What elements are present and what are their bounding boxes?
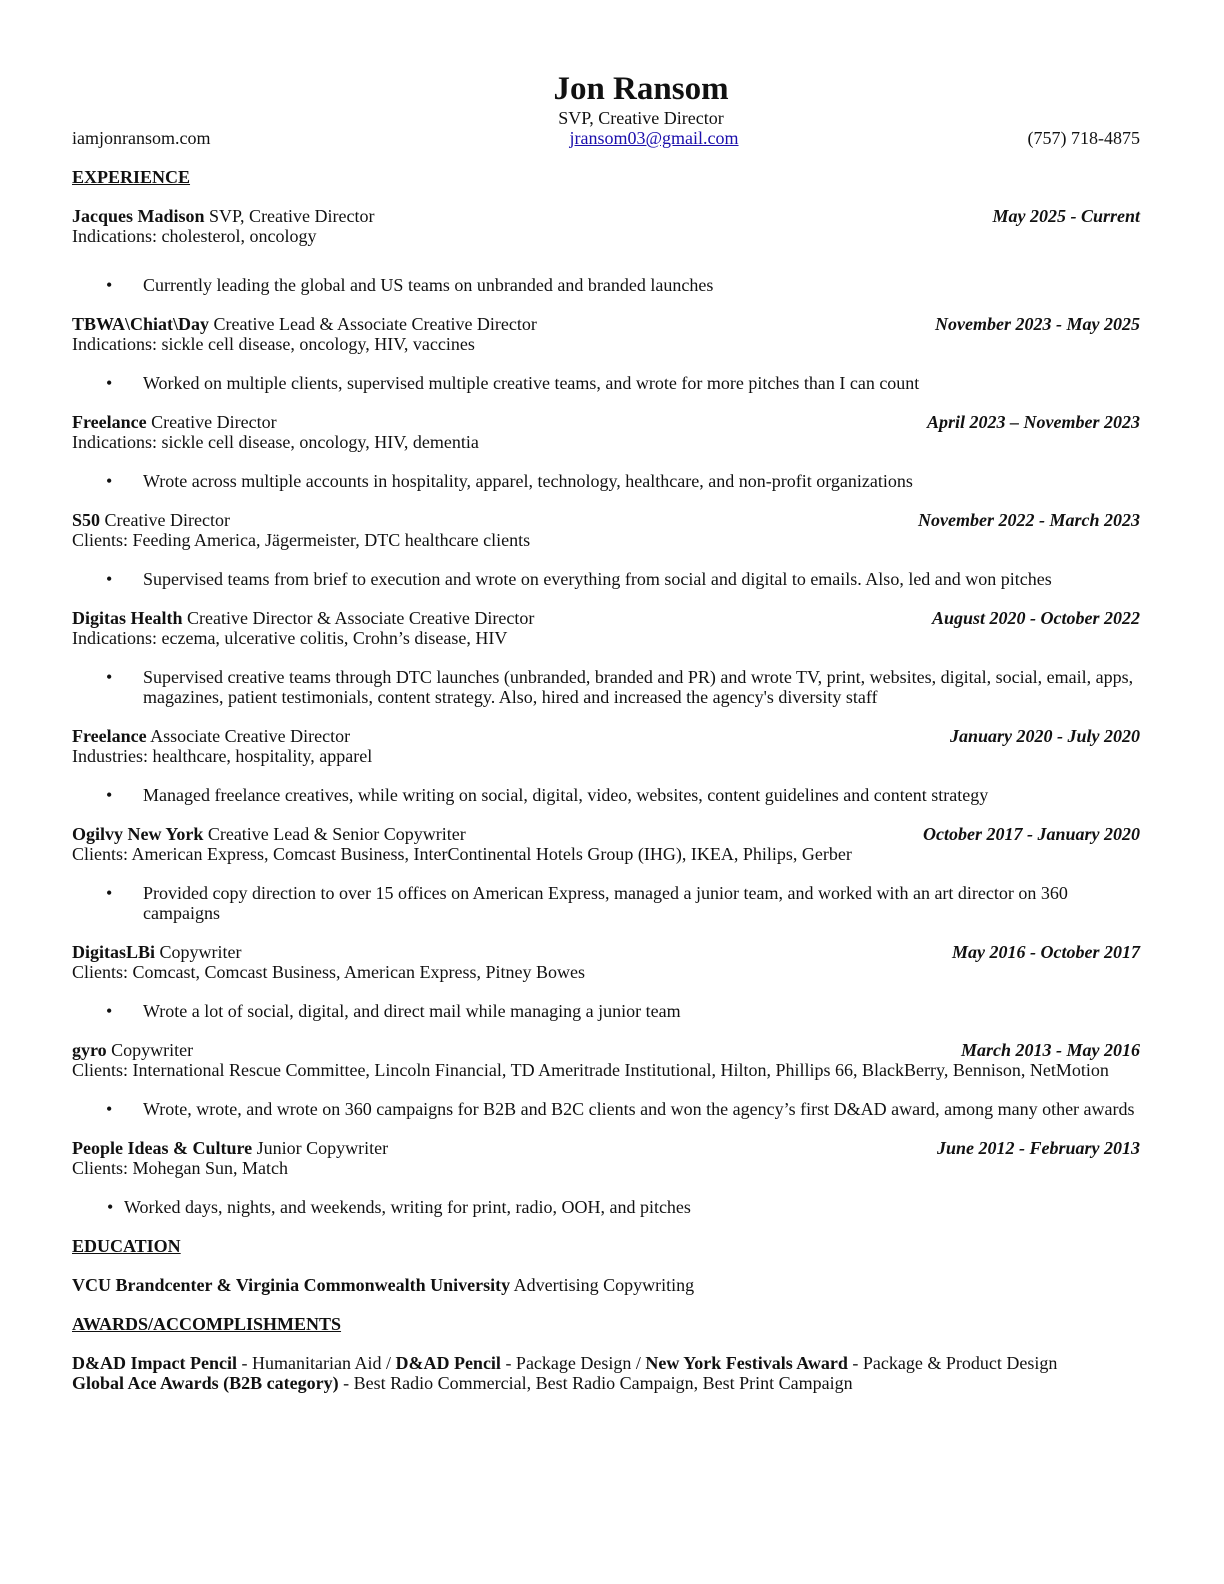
job-entry [72,942,1140,1021]
job-detail: Indications: sickle cell disease, oncology, HIV, dementia [72,432,479,452]
job-dates: April 2023 – November 2023 [927,412,1140,432]
program-name: Advertising Copywriting [510,1275,695,1295]
job-bullets [72,667,1140,707]
job-entry [72,726,1140,805]
awards-line-2 [72,1373,1140,1393]
job-detail: Indications: sickle cell disease, oncology, HIV, vaccines [72,334,475,354]
bullet-item [72,667,1140,707]
awards-heading: AWARDS/ACCOMPLISHMENTS [72,1314,342,1334]
job-header [72,942,1140,962]
job-role: Copywriter [106,1040,194,1060]
job-bullets [72,275,1140,295]
job-header [72,824,1140,844]
bullet-glyph: • [106,373,113,393]
job-role: Creative Director [100,510,230,530]
job-title-line [72,1138,388,1158]
job-entry [72,824,1140,923]
job-header [72,608,1140,628]
bullet-item [72,1001,1140,1021]
job-role: Junior Copywriter [252,1138,389,1158]
award-desc: - Package Design / [500,1353,646,1373]
bullet-glyph: • [106,785,113,805]
bullet-text: Provided copy direction to over 15 offices on American Express, managed a junior team, and worked with an art director on 360 campaigns [143,883,1068,923]
bullet-item [72,373,1140,393]
awards-line-1 [72,1353,1140,1373]
website-text: iamjonransom.com [72,128,211,148]
bullet-text: Wrote a lot of social, digital, and direct mail while managing a junior team [143,1001,681,1021]
candidate-title: SVP, Creative Director [558,108,724,128]
job-role: Copywriter [155,942,242,962]
job-bullets [72,1099,1140,1119]
job-dates: June 2012 - February 2013 [936,1138,1140,1158]
email-link[interactable]: jransom03@gmail.com [569,128,739,148]
job-detail: Indications: eczema, ulcerative colitis, Crohn’s disease, HIV [72,628,508,648]
bullet-item [72,883,1140,923]
bullet-text: Managed freelance creatives, while writing on social, digital, video, websites, content guidelines and content strategy [143,785,989,805]
job-dates: May 2025 - Current [992,206,1140,226]
experience-heading: EXPERIENCE [72,167,191,187]
bullet-text: Worked on multiple clients, supervised multiple creative teams, and wrote for more pitches than I can count [143,373,920,393]
job-entry [72,412,1140,491]
bullet-text: Supervised creative teams through DTC launches (unbranded, branded and PR) and wrote TV, print, websites, digital, social, email, apps, magazines, patient testimonials, content strategy. Also, hired and increased the agency's diversity staff [143,667,1134,707]
bullet-glyph: • [106,883,113,903]
contact-row [72,128,1140,148]
bullet-text: Wrote across multiple accounts in hospitality, apparel, technology, healthcare, and non-profit organizations [143,471,913,491]
bullet-glyph: • [106,667,113,687]
job-dates: March 2013 - May 2016 [961,1040,1140,1060]
education-heading: EDUCATION [72,1236,181,1256]
job-dates: October 2017 - January 2020 [923,824,1140,844]
award-desc: - Best Radio Commercial, Best Radio Campaign, Best Print Campaign [338,1373,853,1393]
job-dates: November 2023 - May 2025 [935,314,1140,334]
bullet-item [72,1197,1140,1217]
bullet-text: Currently leading the global and US teams on unbranded and branded launches [143,275,714,295]
job-detail: Indications: cholesterol, oncology [72,226,317,246]
awards-list [72,1353,1140,1393]
job-entry [72,608,1140,707]
company-name: Digitas Health [72,608,183,628]
bullet-item [72,1099,1140,1119]
bullet-item [72,471,1140,491]
company-name: Freelance [72,726,147,746]
job-detail: Clients: American Express, Comcast Business, InterContinental Hotels Group (IHG), IKEA, Philips, Gerber [72,844,852,864]
job-bullets [72,569,1140,589]
award-name: D&AD Impact Pencil [72,1353,237,1373]
company-name: Jacques Madison [72,206,205,226]
job-entry [72,1138,1140,1217]
job-role: Creative Director [146,412,277,432]
bullet-item [72,785,1140,805]
company-name: DigitasLBi [72,942,156,962]
phone-text: (757) 718-4875 [1027,128,1140,148]
job-entry [72,1040,1140,1119]
bullet-glyph: • [106,275,113,295]
job-bullets [72,373,1140,393]
job-title-line [72,726,350,746]
award-desc: - Package & Product Design [847,1353,1058,1373]
company-name: Ogilvy New York [72,824,204,844]
bullet-text: Worked days, nights, and weekends, writing for print, radio, OOH, and pitches [124,1197,691,1217]
job-header [72,206,1140,226]
award-name: New York Festivals Award [645,1353,848,1373]
award-desc: - Humanitarian Aid / [236,1353,396,1373]
job-title-line [72,942,242,962]
award-name: D&AD Pencil [395,1353,501,1373]
job-dates: August 2020 - October 2022 [931,608,1140,628]
job-detail: Clients: Mohegan Sun, Match [72,1158,288,1178]
job-dates: November 2022 - March 2023 [918,510,1140,530]
job-role: Associate Creative Director [146,726,351,746]
bullet-text: Supervised teams from brief to execution and wrote on everything from social and digital to emails. Also, led and won pitches [143,569,1052,589]
job-bullets [72,1197,1140,1217]
bullet-glyph: • [106,569,113,589]
job-title-line [72,1040,193,1060]
job-title-line [72,608,534,628]
job-header [72,1138,1140,1158]
school-name: VCU Brandcenter & Virginia Commonwealth University [72,1275,511,1295]
job-header [72,314,1140,334]
job-detail: Clients: International Rescue Committee, Lincoln Financial, TD Ameritrade Institutional, Hilton, Phillips 66, BlackBerry, Bennison, NetMotion [72,1060,1109,1080]
job-header [72,726,1140,746]
job-detail: Industries: healthcare, hospitality, apparel [72,746,373,766]
job-entry [72,314,1140,393]
resume-page [72,70,1140,1393]
company-name: Freelance [72,412,147,432]
company-name: People Ideas & Culture [72,1138,253,1158]
bullet-glyph: • [106,471,113,491]
job-title-line [72,510,230,530]
job-title-line [72,412,277,432]
job-entry [72,206,1140,295]
company-name: gyro [72,1040,107,1060]
job-role: Creative Lead & Associate Creative Director [209,314,537,334]
job-dates: May 2016 - October 2017 [952,942,1140,962]
company-name: TBWA\Chiat\Day [72,314,210,334]
bullet-item [72,275,1140,295]
job-bullets [72,883,1140,923]
job-title-line [72,314,537,334]
job-role: SVP, Creative Director [204,206,375,226]
job-detail: Clients: Comcast, Comcast Business, American Express, Pitney Bowes [72,962,585,982]
job-role: Creative Director & Associate Creative Director [182,608,535,628]
bullet-glyph: • [107,1197,114,1217]
education-entry [72,1275,1140,1295]
job-detail: Clients: Feeding America, Jägermeister, DTC healthcare clients [72,530,531,550]
job-bullets [72,785,1140,805]
bullet-item [72,569,1140,589]
job-entry [72,510,1140,589]
company-name: S50 [72,510,101,530]
job-bullets [72,471,1140,491]
candidate-name: Jon Ransom [553,71,729,107]
job-header [72,510,1140,530]
bullet-glyph: • [106,1099,113,1119]
job-title-line [72,206,375,226]
award-name: Global Ace Awards (B2B category) [72,1373,339,1393]
job-bullets [72,1001,1140,1021]
job-dates: January 2020 - July 2020 [949,726,1140,746]
bullet-glyph: • [106,1001,113,1021]
job-title-line [72,824,466,844]
bullet-text: Wrote, wrote, and wrote on 360 campaigns for B2B and B2C clients and won the agency’s first D&AD award, among many other awards [143,1099,1135,1119]
job-role: Creative Lead & Senior Copywriter [203,824,466,844]
job-header [72,1040,1140,1060]
job-header [72,412,1140,432]
